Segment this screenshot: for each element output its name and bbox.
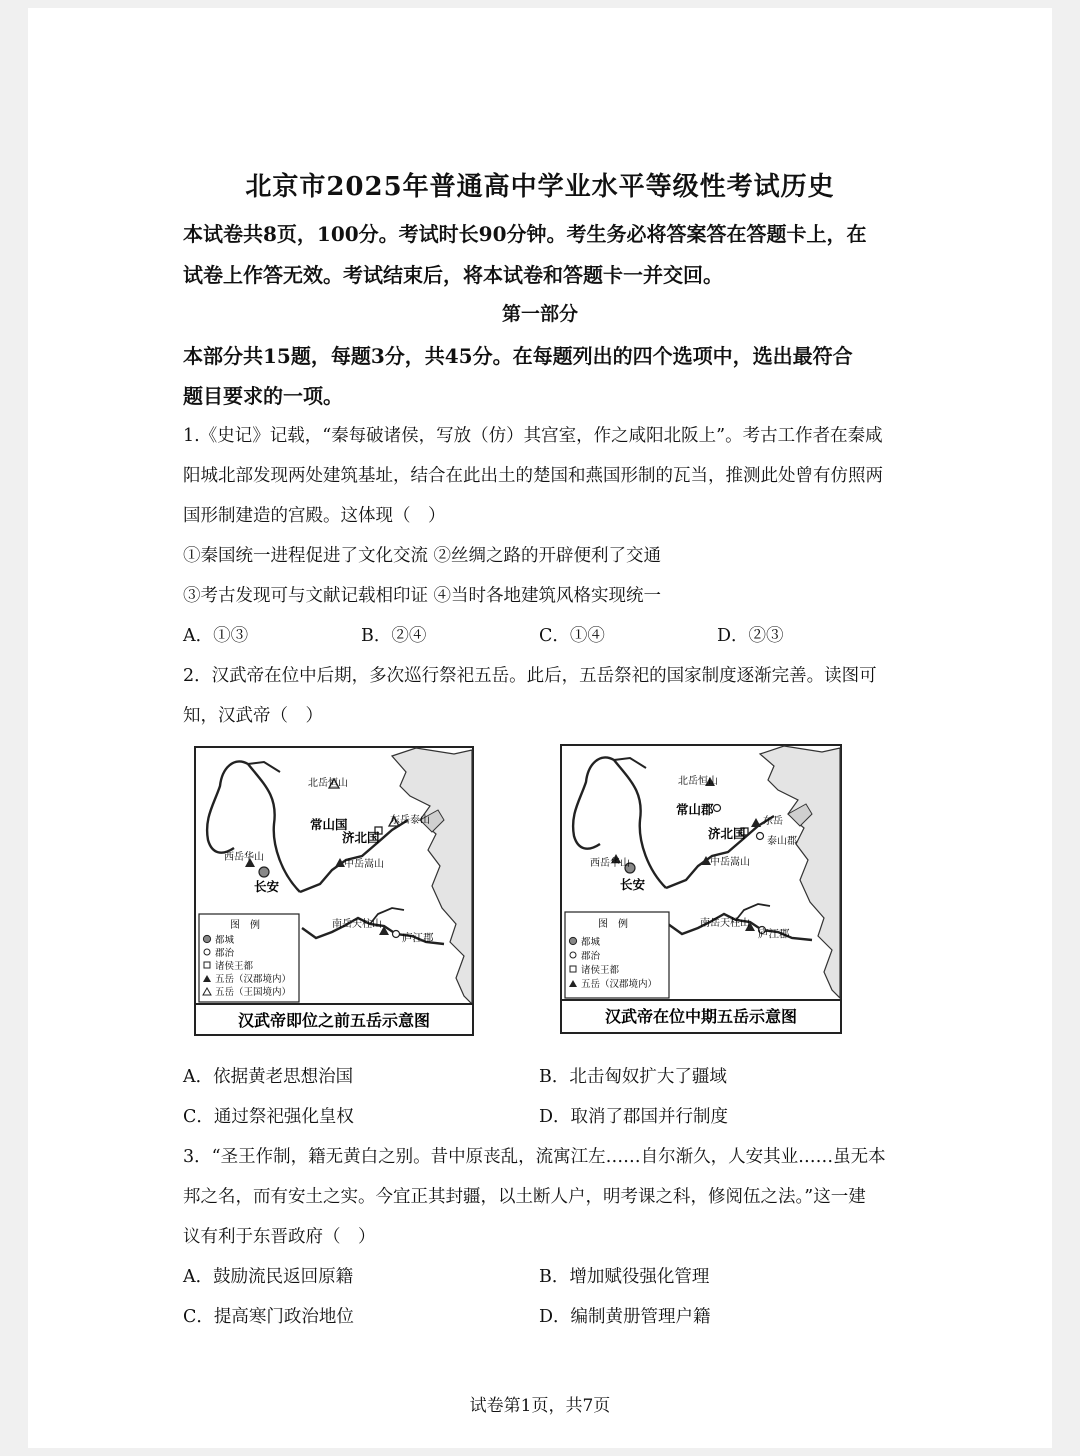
map2-caption: 汉武帝在位中期五岳示意图 xyxy=(604,1007,798,1026)
map2-label-west: 西岳华山 xyxy=(590,858,630,869)
map1-label-south: 南岳天柱山 xyxy=(332,919,382,930)
map1-legend-capital: 都城 xyxy=(215,935,235,946)
q2-option-c[interactable]: C．通过祭祀强化皇权 xyxy=(183,1107,354,1127)
q3-stem-line-3: 议有利于东晋政府（ ） xyxy=(183,1227,376,1247)
part-heading: 第一部分 xyxy=(501,303,578,325)
map1-label-center: 中岳嵩山 xyxy=(344,859,384,870)
page-footer: 试卷第1页，共7页 xyxy=(469,1396,611,1416)
map2-label-north: 北岳恒山 xyxy=(678,776,718,787)
map2-label-changshan: 常山郡 xyxy=(676,802,714,817)
map1-label-lujiang: 庐江郡 xyxy=(402,932,434,944)
q2-option-a[interactable]: A．依据黄老思想治国 xyxy=(183,1067,354,1087)
page-title: 北京市2025年普通高中学业水平等级性考试历史 xyxy=(245,172,835,202)
q2-option-d[interactable]: D．取消了郡国并行制度 xyxy=(539,1107,729,1127)
map2-label-jibei: 济北国 xyxy=(708,826,746,841)
q1-option-c[interactable]: C．①④ xyxy=(539,626,605,646)
part-desc-line-1: 本部分共15题，每题3分，共45分。在每题列出的四个选项中，选出最符合 xyxy=(183,344,853,368)
map1-caption: 汉武帝即位之前五岳示意图 xyxy=(237,1011,431,1030)
q1-option-d[interactable]: D．②③ xyxy=(717,626,784,646)
map1-legend-title: 图 例 xyxy=(230,920,260,931)
map2-label-taishan: 泰山郡 xyxy=(767,836,797,847)
q1-stem-line-2: 阳城北部发现两处建筑基址，结合在此出土的楚国和燕国形制的瓦当，推测此处曾有仿照两 xyxy=(183,466,883,486)
map2-label-center: 中岳嵩山 xyxy=(710,857,750,868)
q3-option-c[interactable]: C．提高寒门政治地位 xyxy=(183,1307,354,1327)
map2-legend-title: 图 例 xyxy=(598,919,628,930)
map2-label-lujiang: 庐江郡 xyxy=(758,928,790,940)
q1-item-line-1: ①秦国统一进程促进了文化交流 ②丝绸之路的开辟便利了交通 xyxy=(183,546,662,566)
q2-stem-line-1: 2．汉武帝在位中后期，多次巡行祭祀五岳。此后，五岳祭祀的国家制度逐渐完善。读图可 xyxy=(183,666,877,686)
q3-option-b[interactable]: B．增加赋役强化管理 xyxy=(539,1267,710,1287)
map1-legend-commandery: 郡治 xyxy=(215,948,235,959)
map2-label-changan: 长安 xyxy=(620,877,646,892)
q3-option-a[interactable]: A．鼓励流民返回原籍 xyxy=(183,1267,354,1287)
q1-item-line-2: ③考古发现可与文献记载相印证 ④当时各地建筑风格实现统一 xyxy=(183,586,662,606)
q2-stem-line-2: 知，汉武帝（ ） xyxy=(183,706,323,726)
map1-label-north: 北岳恒山 xyxy=(308,778,348,789)
map1-label-west: 西岳华山 xyxy=(224,852,264,863)
q1-stem-line-1: 1.《史记》记载，“秦每破诸侯，写放（仿）其宫室，作之咸阳北阪上”。考古工作者在秦咸 xyxy=(183,426,883,446)
map2-legend-capital: 都城 xyxy=(581,937,601,948)
map-mid-reign xyxy=(560,744,842,1034)
q1-stem-line-3: 国形制建造的宫殿。这体现（ ） xyxy=(183,506,446,526)
q1-option-b[interactable]: B．②④ xyxy=(361,626,427,646)
map1-legend-mountain-han: 五岳（汉郡境内） xyxy=(215,974,292,985)
map2-legend-kingdom: 诸侯王都 xyxy=(581,965,620,976)
q2-option-b[interactable]: B．北击匈奴扩大了疆域 xyxy=(539,1067,727,1087)
map1-label-changan: 长安 xyxy=(254,879,280,894)
part-desc-line-2: 题目要求的一项。 xyxy=(183,384,343,408)
map2-label-east: 东岳 xyxy=(763,816,783,827)
q3-stem-line-2: 邦之名，而有安土之实。今宜正其封疆，以土断人户，明考课之科，修阅伍之法。”这一建 xyxy=(183,1187,866,1207)
map2-label-south: 南岳天柱山 xyxy=(700,918,750,929)
q3-stem-line-1: 3．“圣王作制，籍无黄白之别。昔中原丧乱，流寓江左……自尔渐久，人安其业……虽无本 xyxy=(183,1147,886,1167)
instructions-line-1: 本试卷共8页，100分。考试时长90分钟。考生务必将答案答在答题卡上，在 xyxy=(183,222,867,246)
q3-option-d[interactable]: D．编制黄册管理户籍 xyxy=(539,1307,711,1327)
map-before-accession xyxy=(194,746,474,1036)
map2-legend-commandery: 郡治 xyxy=(581,951,601,962)
q1-option-a[interactable]: A．①③ xyxy=(183,626,249,646)
map1-label-jibei: 济北国 xyxy=(342,830,380,845)
map1-legend-kingdom: 诸侯王都 xyxy=(215,961,254,972)
map1-legend-mountain-kingdom: 五岳（王国境内） xyxy=(215,987,292,998)
instructions-line-2: 试卷上作答无效。考试结束后，将本试卷和答题卡一并交回。 xyxy=(183,263,723,287)
map1-label-east: 东岳泰山 xyxy=(390,815,430,826)
map1-label-changshan: 常山国 xyxy=(310,817,348,832)
map2-legend-mountain-han: 五岳（汉郡境内） xyxy=(581,979,658,990)
